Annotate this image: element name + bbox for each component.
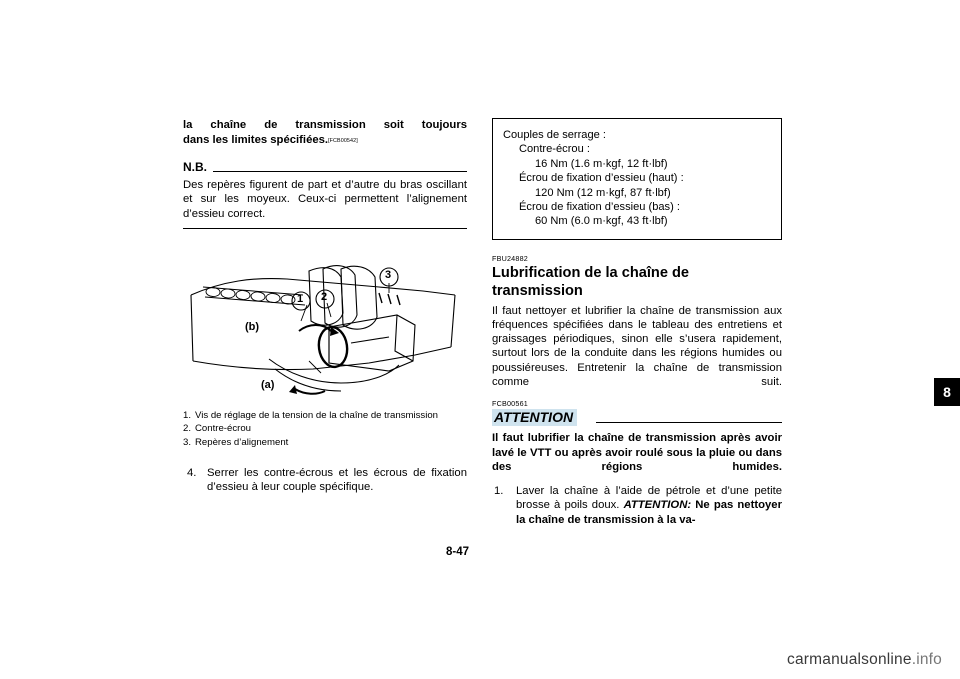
continued-paragraph xyxy=(183,118,467,148)
step-text: Serrer les contre-écrous et les écrous de fixation d’essieu à leur couple spécifique. xyxy=(207,466,467,493)
figure-illustration xyxy=(183,243,467,401)
legend-number: 1. xyxy=(183,409,192,421)
torque-item-label: Contre-écrou : xyxy=(519,143,590,156)
continued-code: [FCB00542] xyxy=(328,137,358,144)
section-title-line-1: Lubrification de la chaîne de xyxy=(492,264,690,281)
legend-number: 2. xyxy=(183,423,192,435)
torque-item-value: 16 Nm (1.6 m·kgf, 12 ft·lbf) xyxy=(535,157,668,170)
caution-text-content: Il faut lubrifier la chaîne de transmission après avoir lavé le VTT ou après avoir roulé sous la pluie ou dans des régions humides. xyxy=(492,432,782,474)
page-number: 8-47 xyxy=(446,546,470,558)
note-heading xyxy=(183,160,467,176)
torque-specifications-box xyxy=(492,118,782,240)
figure-callout-1: 1 xyxy=(297,292,304,305)
note-heading-rule xyxy=(213,171,467,172)
left-column xyxy=(183,118,467,494)
figure-callout-3: 3 xyxy=(385,268,392,281)
chapter-tab-marker: 8 xyxy=(934,378,960,406)
torque-item-label: Écrou de fixation d’essieu (haut) : xyxy=(519,172,684,185)
step-number: 4. xyxy=(187,466,197,479)
continued-line-2: dans les limites spécifiées. xyxy=(183,133,329,146)
torque-item-label: Écrou de fixation d’essieu (bas) : xyxy=(519,201,680,214)
chain-adjuster-figure xyxy=(183,243,467,401)
attention-label: ATTENTION xyxy=(492,409,577,426)
procedure-step xyxy=(183,466,467,494)
legend-label: Contre-écrou xyxy=(195,423,251,435)
caution-code: FCB00561 xyxy=(492,399,528,409)
torque-item-value: 60 Nm (6.0 m·kgf, 43 ft·lbf) xyxy=(535,215,668,228)
caution-heading xyxy=(492,409,782,427)
watermark-domain: .info xyxy=(911,651,942,668)
section-body-content: Il faut nettoyer et lubrifier la chaîne de transmission aux fréquences spécifiées dans le tableau des entretiens et graissages périodiques, sinon elle s’usera rapidement, surtout lors de la conduite dans les régions humides ou poussiéreuses. Entretenir la chaîne de transmission comme suit. xyxy=(492,304,782,388)
legend-label: Repères d’alignement xyxy=(195,436,289,448)
section-body-text xyxy=(492,304,782,389)
note-bottom-rule xyxy=(183,228,467,229)
watermark-text: carmanualsonline xyxy=(787,651,912,668)
procedure-steps xyxy=(183,466,467,494)
step-text-part-2: Ne pas nettoyer la chaîne de transmission à la va- xyxy=(516,499,782,526)
step-emphasis: ATTENTION: xyxy=(623,499,692,512)
attention-rule xyxy=(596,422,782,423)
section-title-line-2: transmission xyxy=(492,282,583,299)
legend-item xyxy=(183,409,467,423)
figure-callout-2: 2 xyxy=(321,290,328,303)
legend-number: 3. xyxy=(183,436,192,448)
continued-line-2-wrap xyxy=(183,133,467,149)
torque-item-value: 120 Nm (12 m·kgf, 87 ft·lbf) xyxy=(535,186,671,199)
caution-text xyxy=(492,431,782,475)
right-column xyxy=(492,118,782,527)
section-code: FBU24882 xyxy=(492,253,528,263)
section-title xyxy=(492,264,782,300)
lubrication-steps xyxy=(492,484,782,527)
figure-callout-a: (a) xyxy=(261,378,275,391)
note-label: N.B. xyxy=(183,160,207,175)
watermark xyxy=(787,651,942,669)
figure-legend xyxy=(183,409,467,450)
torque-box-title: Couples de serrage : xyxy=(503,129,606,141)
legend-item xyxy=(183,422,467,436)
step-number: 1. xyxy=(494,484,504,497)
legend-label: Vis de réglage de la tension de la chaîne de transmission xyxy=(195,409,439,421)
note-text: Des repères figurent de part et d’autre du bras oscillant et sur les moyeux. Ceux-ci permettent l’alignement d’essieu correct. xyxy=(183,179,467,220)
continued-line-1: la chaîne de transmission soit toujours xyxy=(183,119,467,131)
lubrication-step xyxy=(492,484,782,527)
figure-callout-b: (b) xyxy=(245,320,260,333)
step-text-part-1: Laver la chaîne à l’aide de pétrole et d’une petite brosse à poils doux. xyxy=(516,484,782,512)
legend-item xyxy=(183,436,467,450)
